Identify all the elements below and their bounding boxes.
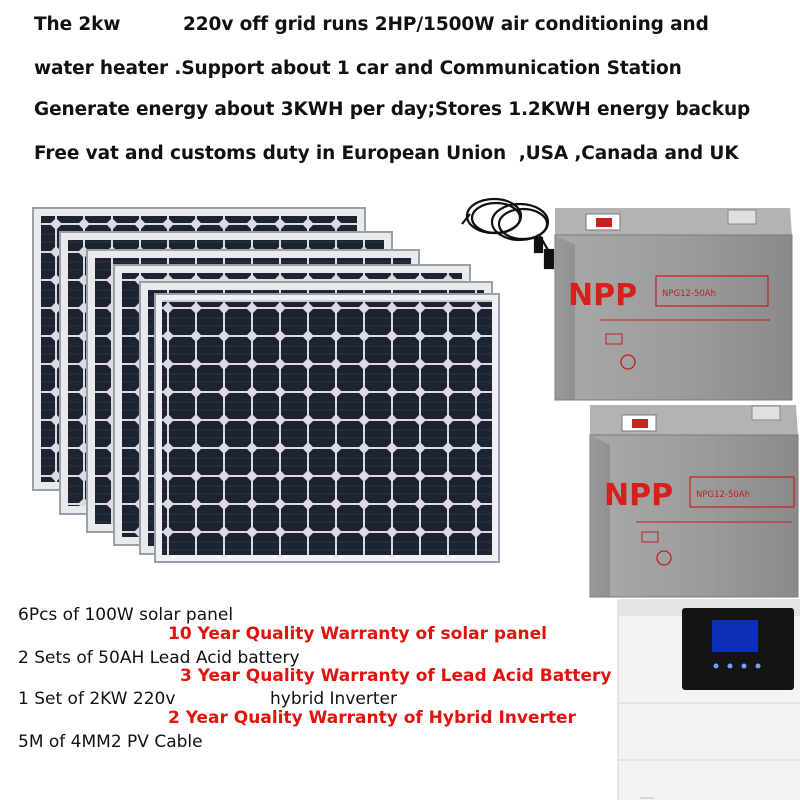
header-line-1a: The 2kw (34, 14, 121, 35)
battery-brand-label: NPP (568, 278, 638, 313)
battery-icon (590, 405, 798, 597)
battery-model-label: NPG12-50Ah (662, 289, 716, 299)
header-line-3: Generate energy about 3KWH per day;Stores 1.2KWH energy backup (34, 99, 751, 120)
package-item-inverter-a: 1 Set of 2KW 220v (18, 689, 176, 709)
header-line-4: Free vat and customs duty in European Union ,USA ,Canada and UK (34, 143, 739, 164)
header-line-1b: 220v off grid runs 2HP/1500W air conditioning and (183, 14, 709, 35)
inverter-icon (618, 600, 800, 800)
header-line-2: water heater .Support about 1 car and Communication Station (34, 58, 682, 79)
package-item-inverter-b: hybrid Inverter (270, 689, 397, 709)
package-item-solar: 6Pcs of 100W solar panel (18, 605, 234, 625)
pv-cable-coil-icon (462, 199, 553, 268)
warranty-solar: 10 Year Quality Warranty of solar panel (168, 624, 548, 644)
battery-brand-label: NPP (604, 478, 674, 513)
package-item-battery: 2 Sets of 50AH Lead Acid battery (18, 648, 300, 668)
solar-panel (155, 294, 499, 562)
solar-panel-stack-icon (33, 208, 499, 562)
package-item-cable: 5M of 4MM2 PV Cable (18, 732, 203, 752)
warranty-inverter: 2 Year Quality Warranty of Hybrid Inverter (168, 708, 576, 728)
battery-icon (555, 208, 792, 400)
battery-model-label: NPG12-50Ah (696, 490, 750, 500)
warranty-battery: 3 Year Quality Warranty of Lead Acid Battery (180, 666, 612, 686)
